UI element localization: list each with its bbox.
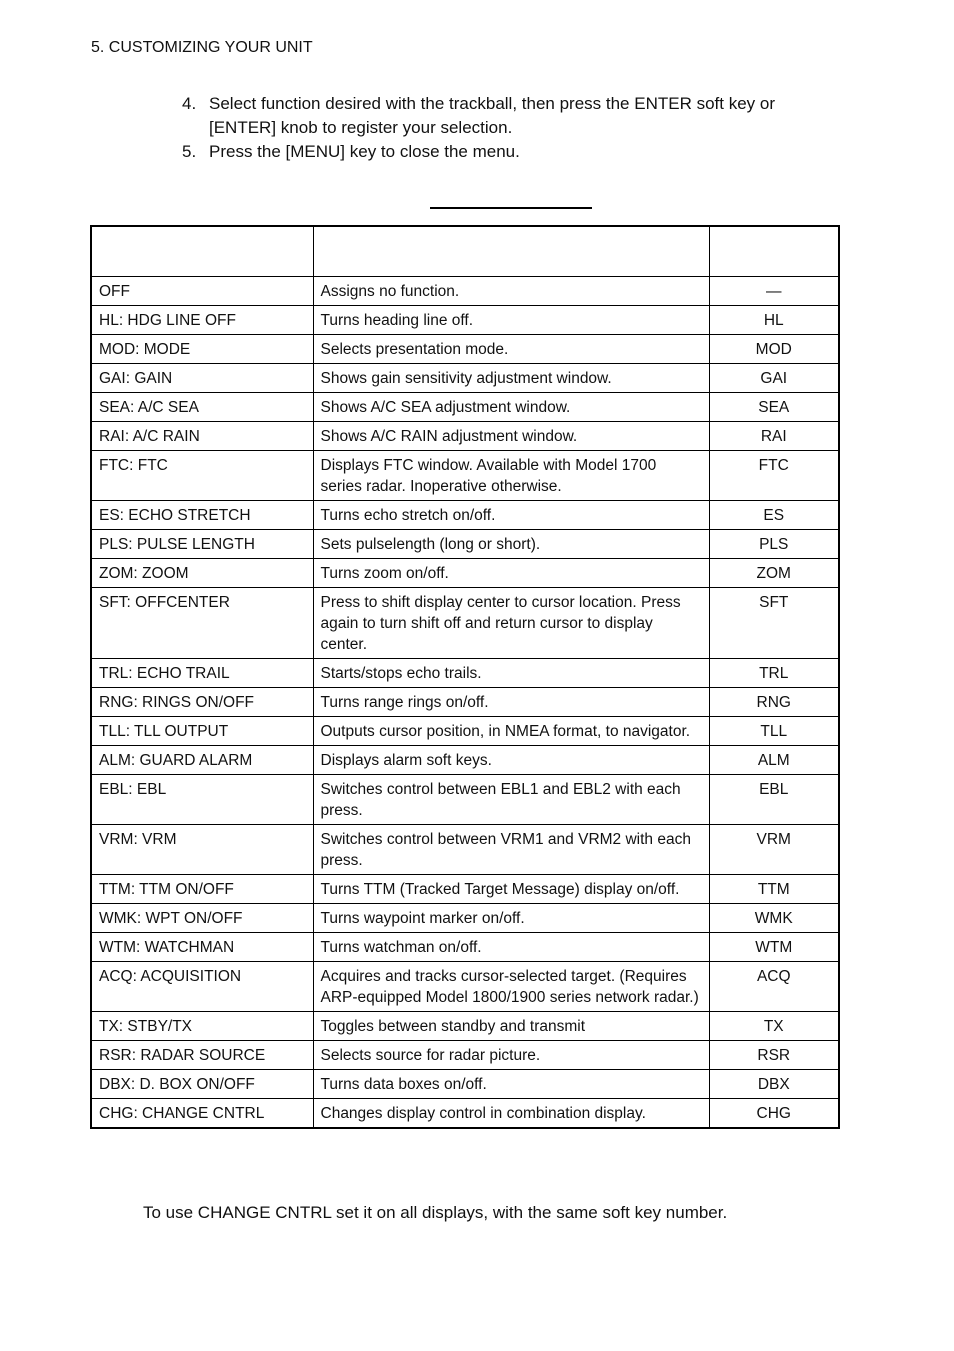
cell-abbreviation: ALM xyxy=(709,746,839,775)
table-row xyxy=(91,559,839,588)
table-row xyxy=(91,1012,839,1041)
table-row xyxy=(91,277,839,306)
cell-description: Sets pulselength (long or short). xyxy=(313,530,709,559)
cell-abbreviation: RAI xyxy=(709,422,839,451)
cell-description: Turns range rings on/off. xyxy=(313,688,709,717)
cell-description: Selects source for radar picture. xyxy=(313,1041,709,1070)
cell-description: Outputs cursor position, in NMEA format, to navigator. xyxy=(313,717,709,746)
step-item xyxy=(182,140,842,164)
cell-abbreviation: — xyxy=(709,277,839,306)
table-title-underline xyxy=(430,207,592,209)
cell-function: CHG: CHANGE CNTRL xyxy=(91,1099,313,1129)
cell-description: Press to shift display center to cursor location. Press again to turn shift off and return cursor to display center. xyxy=(313,588,709,659)
cell-abbreviation: FTC xyxy=(709,451,839,501)
cell-function: ZOM: ZOOM xyxy=(91,559,313,588)
step-number: 5. xyxy=(182,142,197,161)
step-text: Select function desired with the trackball, then press the ENTER soft key or [ENTER] knob to register your selection. xyxy=(209,94,775,137)
cell-description: Toggles between standby and transmit xyxy=(313,1012,709,1041)
section-header: 5. CUSTOMIZING YOUR UNIT xyxy=(91,39,313,56)
cell-abbreviation: SFT xyxy=(709,588,839,659)
function-table xyxy=(90,225,840,1129)
cell-function: MOD: MODE xyxy=(91,335,313,364)
cell-abbreviation: TLL xyxy=(709,717,839,746)
step-text: Press the [MENU] key to close the menu. xyxy=(209,142,520,161)
cell-abbreviation: EBL xyxy=(709,775,839,825)
cell-description: Switches control between EBL1 and EBL2 with each press. xyxy=(313,775,709,825)
cell-abbreviation: HL xyxy=(709,306,839,335)
cell-abbreviation: ACQ xyxy=(709,962,839,1012)
table-row xyxy=(91,530,839,559)
cell-function: TLL: TLL OUTPUT xyxy=(91,717,313,746)
cell-description: Turns heading line off. xyxy=(313,306,709,335)
table-row xyxy=(91,422,839,451)
cell-function: SFT: OFFCENTER xyxy=(91,588,313,659)
cell-function: SEA: A/C SEA xyxy=(91,393,313,422)
cell-description: Displays alarm soft keys. xyxy=(313,746,709,775)
cell-abbreviation: MOD xyxy=(709,335,839,364)
cell-description: Turns TTM (Tracked Target Message) display on/off. xyxy=(313,875,709,904)
cell-abbreviation: ZOM xyxy=(709,559,839,588)
header-abbreviation xyxy=(709,226,839,277)
cell-function: ALM: GUARD ALARM xyxy=(91,746,313,775)
table-body xyxy=(91,277,839,1129)
cell-abbreviation: SEA xyxy=(709,393,839,422)
table-row xyxy=(91,717,839,746)
cell-abbreviation: WMK xyxy=(709,904,839,933)
cell-function: EBL: EBL xyxy=(91,775,313,825)
cell-description: Turns data boxes on/off. xyxy=(313,1070,709,1099)
cell-abbreviation: RNG xyxy=(709,688,839,717)
cell-abbreviation: WTM xyxy=(709,933,839,962)
table-row xyxy=(91,588,839,659)
cell-description: Turns echo stretch on/off. xyxy=(313,501,709,530)
cell-function: FTC: FTC xyxy=(91,451,313,501)
table-row xyxy=(91,904,839,933)
cell-abbreviation: TX xyxy=(709,1012,839,1041)
table-row xyxy=(91,746,839,775)
cell-function: TRL: ECHO TRAIL xyxy=(91,659,313,688)
cell-abbreviation: GAI xyxy=(709,364,839,393)
table-row xyxy=(91,451,839,501)
cell-description: Turns watchman on/off. xyxy=(313,933,709,962)
cell-description: Turns zoom on/off. xyxy=(313,559,709,588)
table-row xyxy=(91,393,839,422)
table-row xyxy=(91,1070,839,1099)
cell-function: WTM: WATCHMAN xyxy=(91,933,313,962)
table-row xyxy=(91,659,839,688)
cell-function: RAI: A/C RAIN xyxy=(91,422,313,451)
cell-description: Changes display control in combination display. xyxy=(313,1099,709,1129)
table-row xyxy=(91,335,839,364)
cell-function: DBX: D. BOX ON/OFF xyxy=(91,1070,313,1099)
cell-function: TX: STBY/TX xyxy=(91,1012,313,1041)
cell-abbreviation: DBX xyxy=(709,1070,839,1099)
cell-description: Turns waypoint marker on/off. xyxy=(313,904,709,933)
table-row xyxy=(91,775,839,825)
procedure-steps xyxy=(182,92,842,164)
step-number: 4. xyxy=(182,94,197,113)
cell-description: Shows A/C SEA adjustment window. xyxy=(313,393,709,422)
cell-abbreviation: TRL xyxy=(709,659,839,688)
table-header-row xyxy=(91,226,839,277)
cell-abbreviation: TTM xyxy=(709,875,839,904)
cell-function: OFF xyxy=(91,277,313,306)
cell-function: RSR: RADAR SOURCE xyxy=(91,1041,313,1070)
cell-function: VRM: VRM xyxy=(91,825,313,875)
cell-description: Acquires and tracks cursor-selected target. (Requires ARP-equipped Model 1800/1900 series network radar.) xyxy=(313,962,709,1012)
header-function xyxy=(91,226,313,277)
cell-abbreviation: VRM xyxy=(709,825,839,875)
cell-function: HL: HDG LINE OFF xyxy=(91,306,313,335)
table-row xyxy=(91,1099,839,1129)
cell-abbreviation: PLS xyxy=(709,530,839,559)
cell-description: Starts/stops echo trails. xyxy=(313,659,709,688)
cell-function: PLS: PULSE LENGTH xyxy=(91,530,313,559)
cell-description: Assigns no function. xyxy=(313,277,709,306)
table-row xyxy=(91,962,839,1012)
cell-description: Switches control between VRM1 and VRM2 with each press. xyxy=(313,825,709,875)
footnote: To use CHANGE CNTRL set it on all displays, with the same soft key number. xyxy=(143,1203,728,1222)
table-row xyxy=(91,364,839,393)
cell-abbreviation: RSR xyxy=(709,1041,839,1070)
cell-description: Shows A/C RAIN adjustment window. xyxy=(313,422,709,451)
cell-function: RNG: RINGS ON/OFF xyxy=(91,688,313,717)
cell-abbreviation: CHG xyxy=(709,1099,839,1129)
cell-abbreviation: ES xyxy=(709,501,839,530)
table-row xyxy=(91,1041,839,1070)
cell-description: Shows gain sensitivity adjustment window. xyxy=(313,364,709,393)
cell-function: ACQ: ACQUISITION xyxy=(91,962,313,1012)
table-row xyxy=(91,501,839,530)
cell-description: Selects presentation mode. xyxy=(313,335,709,364)
table-row xyxy=(91,875,839,904)
step-item xyxy=(182,92,842,140)
cell-function: WMK: WPT ON/OFF xyxy=(91,904,313,933)
table-row xyxy=(91,306,839,335)
table-row xyxy=(91,825,839,875)
cell-function: ES: ECHO STRETCH xyxy=(91,501,313,530)
table-row xyxy=(91,688,839,717)
cell-description: Displays FTC window. Available with Model 1700 series radar. Inoperative otherwise. xyxy=(313,451,709,501)
cell-function: TTM: TTM ON/OFF xyxy=(91,875,313,904)
cell-function: GAI: GAIN xyxy=(91,364,313,393)
table-row xyxy=(91,933,839,962)
header-description xyxy=(313,226,709,277)
